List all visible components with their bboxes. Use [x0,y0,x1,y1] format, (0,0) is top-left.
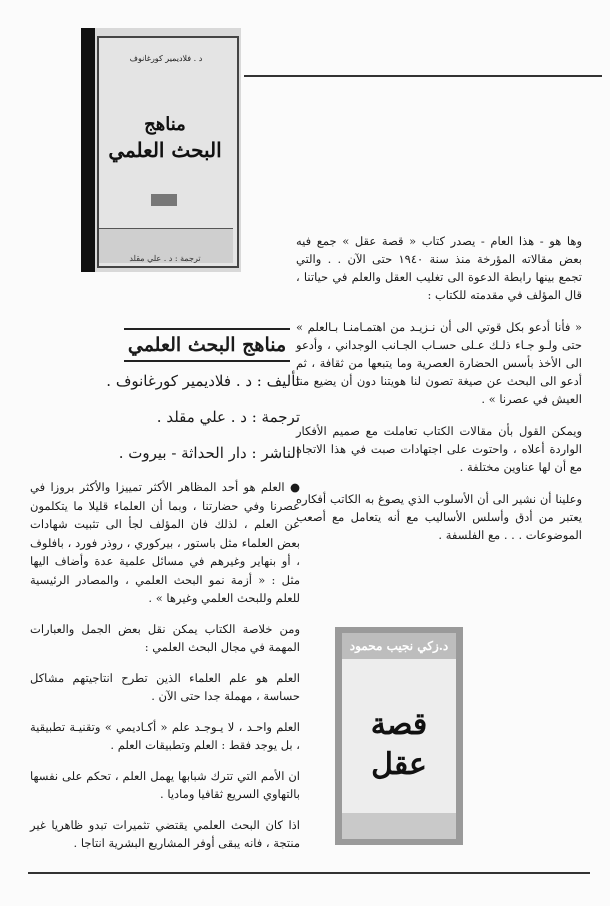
article-left-column [30,370,300,865]
cover-spine [81,28,95,272]
author-credit: تأليف : د . فلاديمير كورغانوف . [106,372,300,390]
cover-author: د.زكي نجيب محمود [342,633,456,659]
paragraph: ان الأمم التي تترك شبابها يهمل العلم ، تحكم على نفسها بالتهاوي السريع ثقافيا وماديا . [30,768,300,801]
cover-title-line2: البحث العلمي [108,138,222,162]
paragraph: ومن خلاصة الكتاب يمكن نقل بعض الجمل والعبارات المهمة في مجال البحث العلمي : [30,621,300,654]
cover-title-line1: مناهج [144,114,186,135]
book-cover-manahij [81,28,241,272]
paragraph: العلم واحـد ، لا يـوجـد علم « أكـاديمي » وتقنيـة تطبيقية ، بل يوجد فقط : العلم وتطبيقات العلم . [30,719,300,752]
paragraph: ويمكن القول بأن مقالات الكتاب تعاملت مع صميم الأفكار الواردة أعلاه ، واحتوت على اجتهادات صبت في هذا الاتجاه مع أن لها عناوين مختلفة . [296,424,582,474]
cover-title-line1: قصة [370,707,428,742]
quote-paragraph: « فأنا أدعو بكل قوتي الى أن نـزيـد من اهتمـامنـا بـالعلم » حتى ولـو جـاء ذلـك عـلى حسـاب الجـانب الوجداني ، وأدعو الى الأخذ بأسس الحضارة العصرية وما يتبعها من ثقافة ، ثم أدعو الى البحث عن صيغة تصون لنا هويتنا دون أن يضيع منا العيش في عصرنا » . [296,320,582,406]
paragraph: وعلينا أن نشير الى أن الأسلوب الذي يصوغ به الكاتب أفكاره يعتبر من أدق وأسلس الأساليب مع أنه يتعامل مع أصعب الموضوعات . . . مع الفلسفة . [296,492,582,542]
cover-title [342,705,456,785]
section-title: مناهج البحث العلمي [124,328,290,362]
paragraph: وها هو - هذا العام - يصدر كتاب « قصة عقل » جمع فيه بعض مقالاته المؤرخة منذ سنة ١٩٤٠ حتى الآن . . والتي تجمع بينها رابطة الدعوة الى تغليب العقل والعلم في حياتنا ، قال المؤلف في مقدمته للكتاب : [296,234,582,302]
top-rule [244,75,602,77]
cover-footer-band [342,813,456,839]
paragraph: العلم هو علم العلماء الذين تطرح انتاجيتهم مشاكل حساسة ، مهملة جدا حتى الآن . [30,670,300,703]
paragraph: ● العلم هو أحد المظاهر الأكثر تمييزا والأكثر بروزا في عصرنا وفي حضارتنا ، وبما أن العلماء قليلا ما يتكلمون عن العلم ، لذلك فان المؤلف لجأ الى تثبيت شهادات بعض العلماء مثل باستور ، بيركوري ، روذر فورد ، بافلوف ، أو بنهاير وغيرهم في مسائل علمية عدة وأضاف اليها مثل : « أزمة نمو البحث العلمي ، والمصادر الرئيسية للعلم وللبحث العلمي وغيرها » . [30,480,300,605]
publisher-logo-icon [151,194,177,206]
bottom-rule [28,872,590,874]
paragraph: اذا كان البحث العلمي يقتضي تثميرات تبدو ظاهريا غير منتجة ، فانه يبقى أوفر المشاريع البشرية انتاجا . [30,817,300,850]
cover-translator: ترجمة : د . علي مقلد [129,254,201,263]
book-cover-qissat-aql [335,627,463,845]
translator-credit: ترجمة : د . علي مقلد . [156,408,300,426]
article-right-column [296,232,582,558]
cover-title-line2: عقل [371,747,427,782]
publisher-credit: الناشر : دار الحداثة - بيروت . [118,444,300,462]
cover-author: د . فلاديمير كورغانوف [129,54,203,63]
